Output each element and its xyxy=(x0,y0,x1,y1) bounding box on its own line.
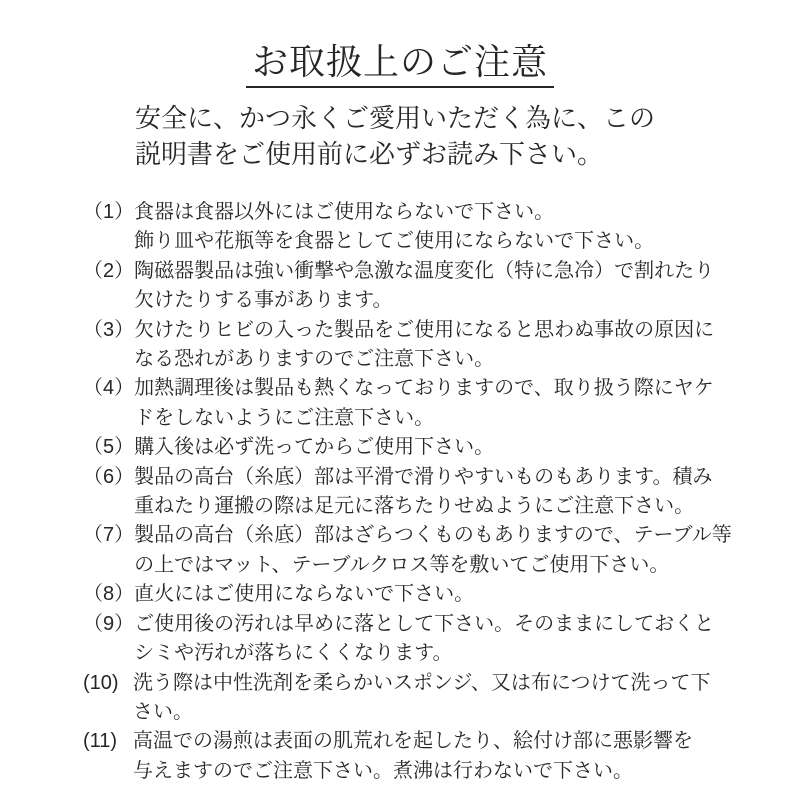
item-text-line: シミや汚れが落ちにくくなります。 xyxy=(134,642,453,665)
item-text-line: 欠けたりヒビの入った製品をご使用になると思わぬ事故の原因に xyxy=(134,318,715,341)
item-text xyxy=(134,433,494,462)
item-number: （5） xyxy=(83,436,135,459)
list-item xyxy=(0,669,732,728)
item-text xyxy=(134,374,714,433)
item-text-line: 重ねたり運搬の際は足元に落ちたりせぬようにご注意下さい。 xyxy=(134,495,695,518)
item-text xyxy=(134,198,654,257)
precautions-list xyxy=(0,198,732,786)
item-number: （8） xyxy=(83,583,135,606)
item-text-line: 購入後は必ず洗ってからご使用下さい。 xyxy=(134,436,495,459)
item-text xyxy=(134,521,732,580)
item-number: （7） xyxy=(83,524,135,547)
item-text-line: 加熱調理後は製品も熱くなっておりますので、取り扱う際にヤケ xyxy=(134,377,714,400)
item-text-line: ご使用後の汚れは早めに落として下さい。そのままにしておくと xyxy=(134,612,715,635)
item-number: (10) xyxy=(83,671,119,694)
item-text xyxy=(134,463,712,522)
list-item xyxy=(0,610,732,669)
intro-line: 説明書をご使用前に必ずお読み下さい。 xyxy=(135,139,604,169)
intro-line: 安全に、かつ永くご愛用いただく為に、この xyxy=(135,103,656,133)
item-text xyxy=(133,727,693,786)
list-item xyxy=(0,727,732,786)
item-text-line: 洗う際は中性洗剤を柔らかいスポンジ、又は布につけて洗って下 xyxy=(133,671,711,694)
item-text-line: 与えますのでご注意下さい。煮沸は行わないで下さい。 xyxy=(133,759,633,782)
list-item xyxy=(0,463,732,522)
list-item xyxy=(0,521,732,580)
item-text-line: 食器は食器以外にはご使用ならないで下さい。 xyxy=(134,201,555,223)
item-text-line: 製品の高台（糸底）部はざらつくものもありますので、テーブル等 xyxy=(134,524,732,547)
list-item xyxy=(0,433,732,462)
item-text-line: 製品の高台（糸底）部は平滑で滑りやすいものもあります。積み xyxy=(134,465,713,488)
list-item xyxy=(0,580,732,609)
item-text-line: さい。 xyxy=(133,700,193,723)
list-item xyxy=(0,316,732,375)
item-number: （1） xyxy=(83,201,135,223)
item-number: （2） xyxy=(83,259,135,282)
item-number: （9） xyxy=(83,612,135,635)
item-text xyxy=(134,610,714,669)
page-title: お取扱上のご注意 xyxy=(246,40,554,88)
item-text-line: の上ではマット、テーブルクロス等を敷いてご使用下さい。 xyxy=(134,553,670,576)
item-text-line: 高温での湯煎は表面の肌荒れを起したり、絵付け部に悪影響を xyxy=(133,730,693,753)
list-item xyxy=(0,257,732,316)
item-number: (11) xyxy=(83,730,118,753)
item-text xyxy=(133,669,711,728)
item-text xyxy=(134,580,474,609)
item-number: （3） xyxy=(83,318,135,341)
item-text-line: 飾り皿や花瓶等を食器としてご使用にならないで下さい。 xyxy=(134,230,655,253)
list-item xyxy=(0,198,732,257)
list-item xyxy=(0,374,732,433)
item-number: （6） xyxy=(83,465,135,488)
item-text xyxy=(134,316,714,375)
intro-text xyxy=(135,100,655,172)
item-text-line: 欠けたりする事があります。 xyxy=(134,289,393,312)
item-text-line: 陶磁器製品は強い衝撃や急激な温度変化（特に急冷）で割れたり xyxy=(134,259,715,282)
item-text-line: 直火にはご使用にならないで下さい。 xyxy=(134,583,475,606)
item-text xyxy=(134,257,714,316)
item-text-line: ドをしないようにご注意下さい。 xyxy=(134,406,435,429)
item-number: （4） xyxy=(83,377,135,400)
item-text-line: なる恐れがありますのでご注意下さい。 xyxy=(134,348,495,371)
title-row xyxy=(0,16,800,112)
